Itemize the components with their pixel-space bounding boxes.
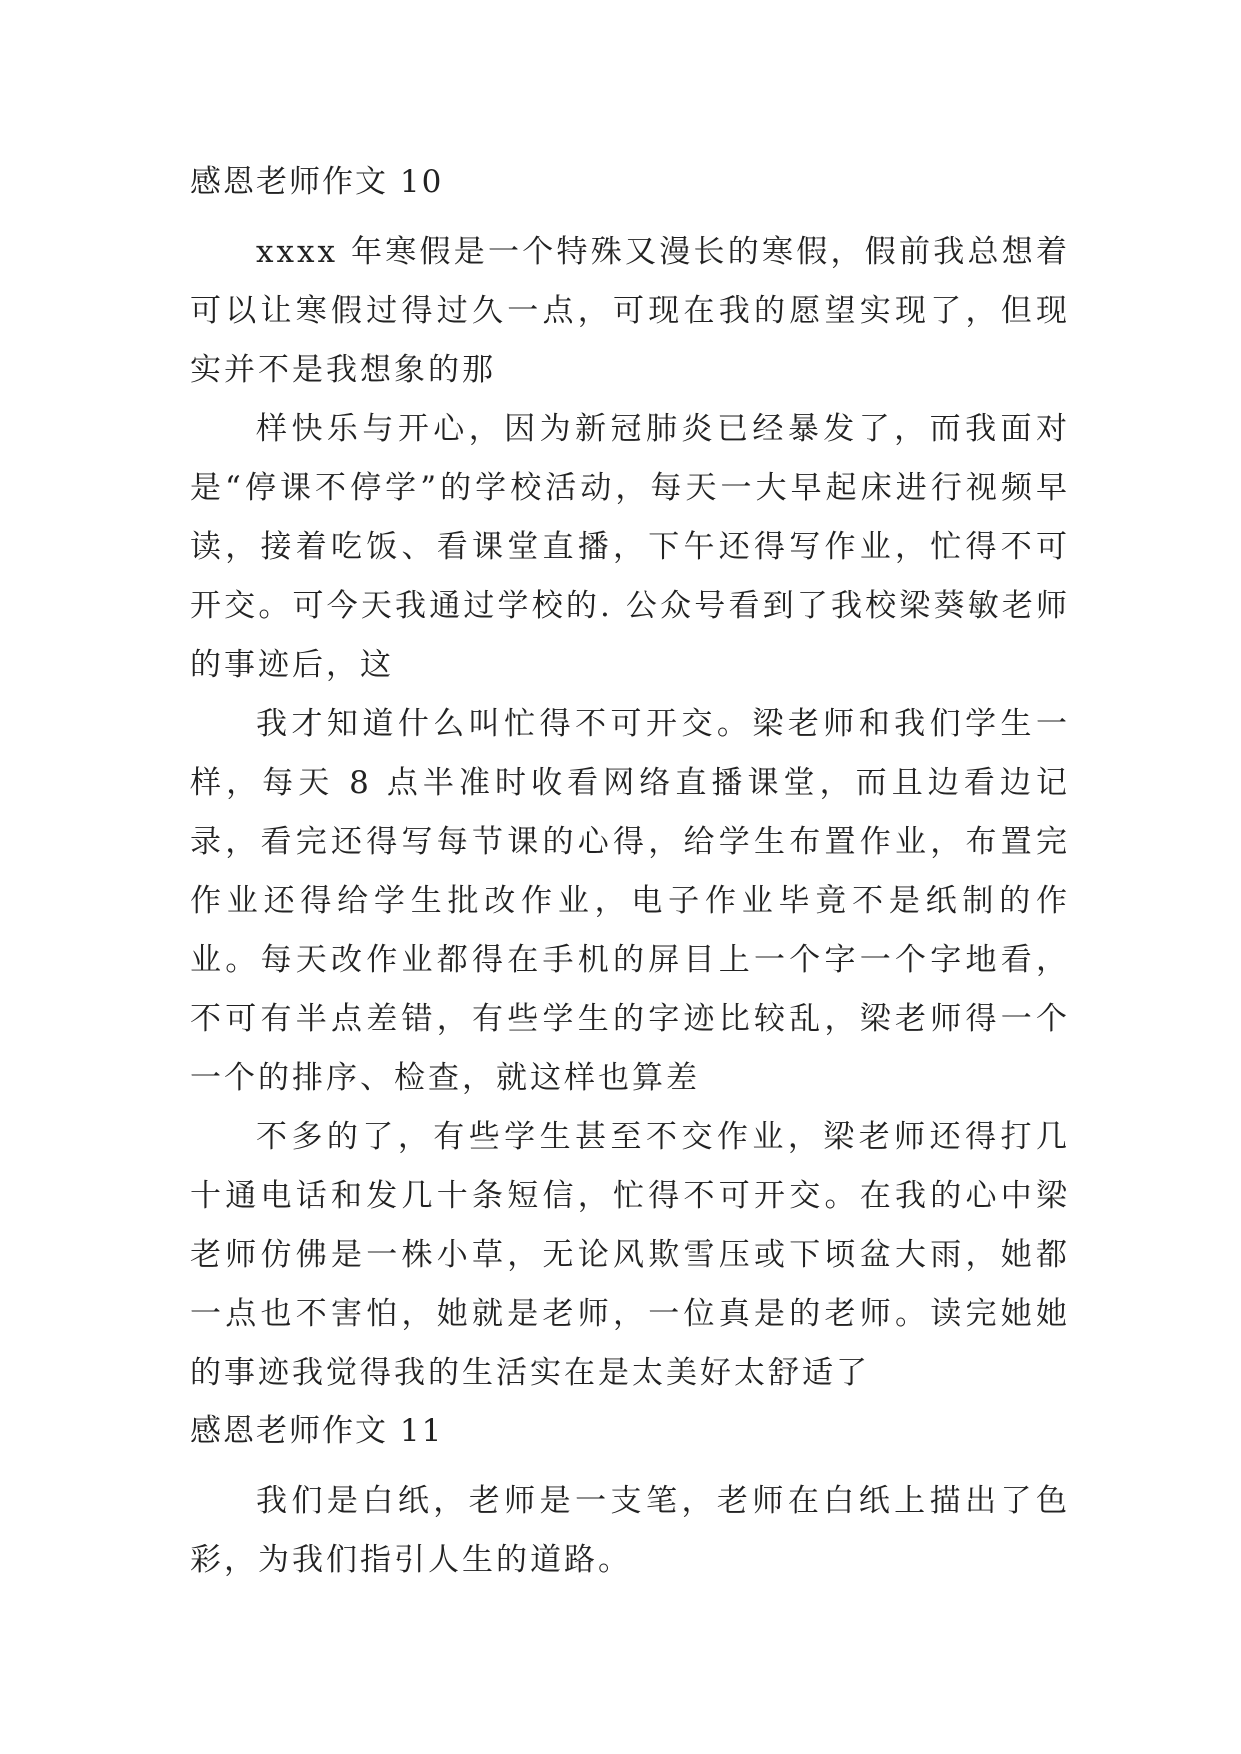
essay-section-11 [190,1409,1070,1590]
essay-paragraph: 样快乐与开心，因为新冠肺炎已经暴发了，而我面对是“停课不停学”的学校活动，每天一大早起床进行视频早读，接着吃饭、看课堂直播，下午还得写作业，忙得不可开交。可今天我通过学校的. 公众号看到了我校梁葵敏老师的事迹后，这 [190,411,1070,683]
essay-paragraph: xxxx 年寒假是一个特殊又漫长的寒假，假前我总想着可以让寒假过得过久一点，可现在我的愿望实现了，但现实并不是我想象的那 [190,234,1070,388]
essay-paragraph: 不多的了，有些学生甚至不交作业，梁老师还得打几十通电话和发几十条短信，忙得不可开交。在我的心中梁老师仿佛是一株小草，无论风欺雪压或下顷盆大雨，她都一点也不害怕，她就是老师，一位真是的老师。读完她她的事迹我觉得我的生活实在是太美好太舒适了 [190,1119,1070,1391]
essay-section-10 [190,160,1070,1403]
essay-title: 感恩老师作文 11 [190,1413,444,1449]
essay-paragraph: 我才知道什么叫忙得不可开交。梁老师和我们学生一样，每天 8 点半准时收看网络直播课堂，而且边看边记录，看完还得写每节课的心得，给学生布置作业，布置完作业还得给学生批改作业，电子作业毕竟不是纸制的作业。每天改作业都得在手机的屏目上一个字一个字地看，不可有半点差错，有些学生的字迹比较乱，梁老师得一个一个的排序、检查，就这样也算差 [190,706,1070,1096]
essay-paragraph: 我们是白纸，老师是一支笔，老师在白纸上描出了色彩，为我们指引人生的道路。 [190,1483,1070,1578]
essay-title: 感恩老师作文 10 [190,164,444,200]
essay-text [190,160,1070,1590]
